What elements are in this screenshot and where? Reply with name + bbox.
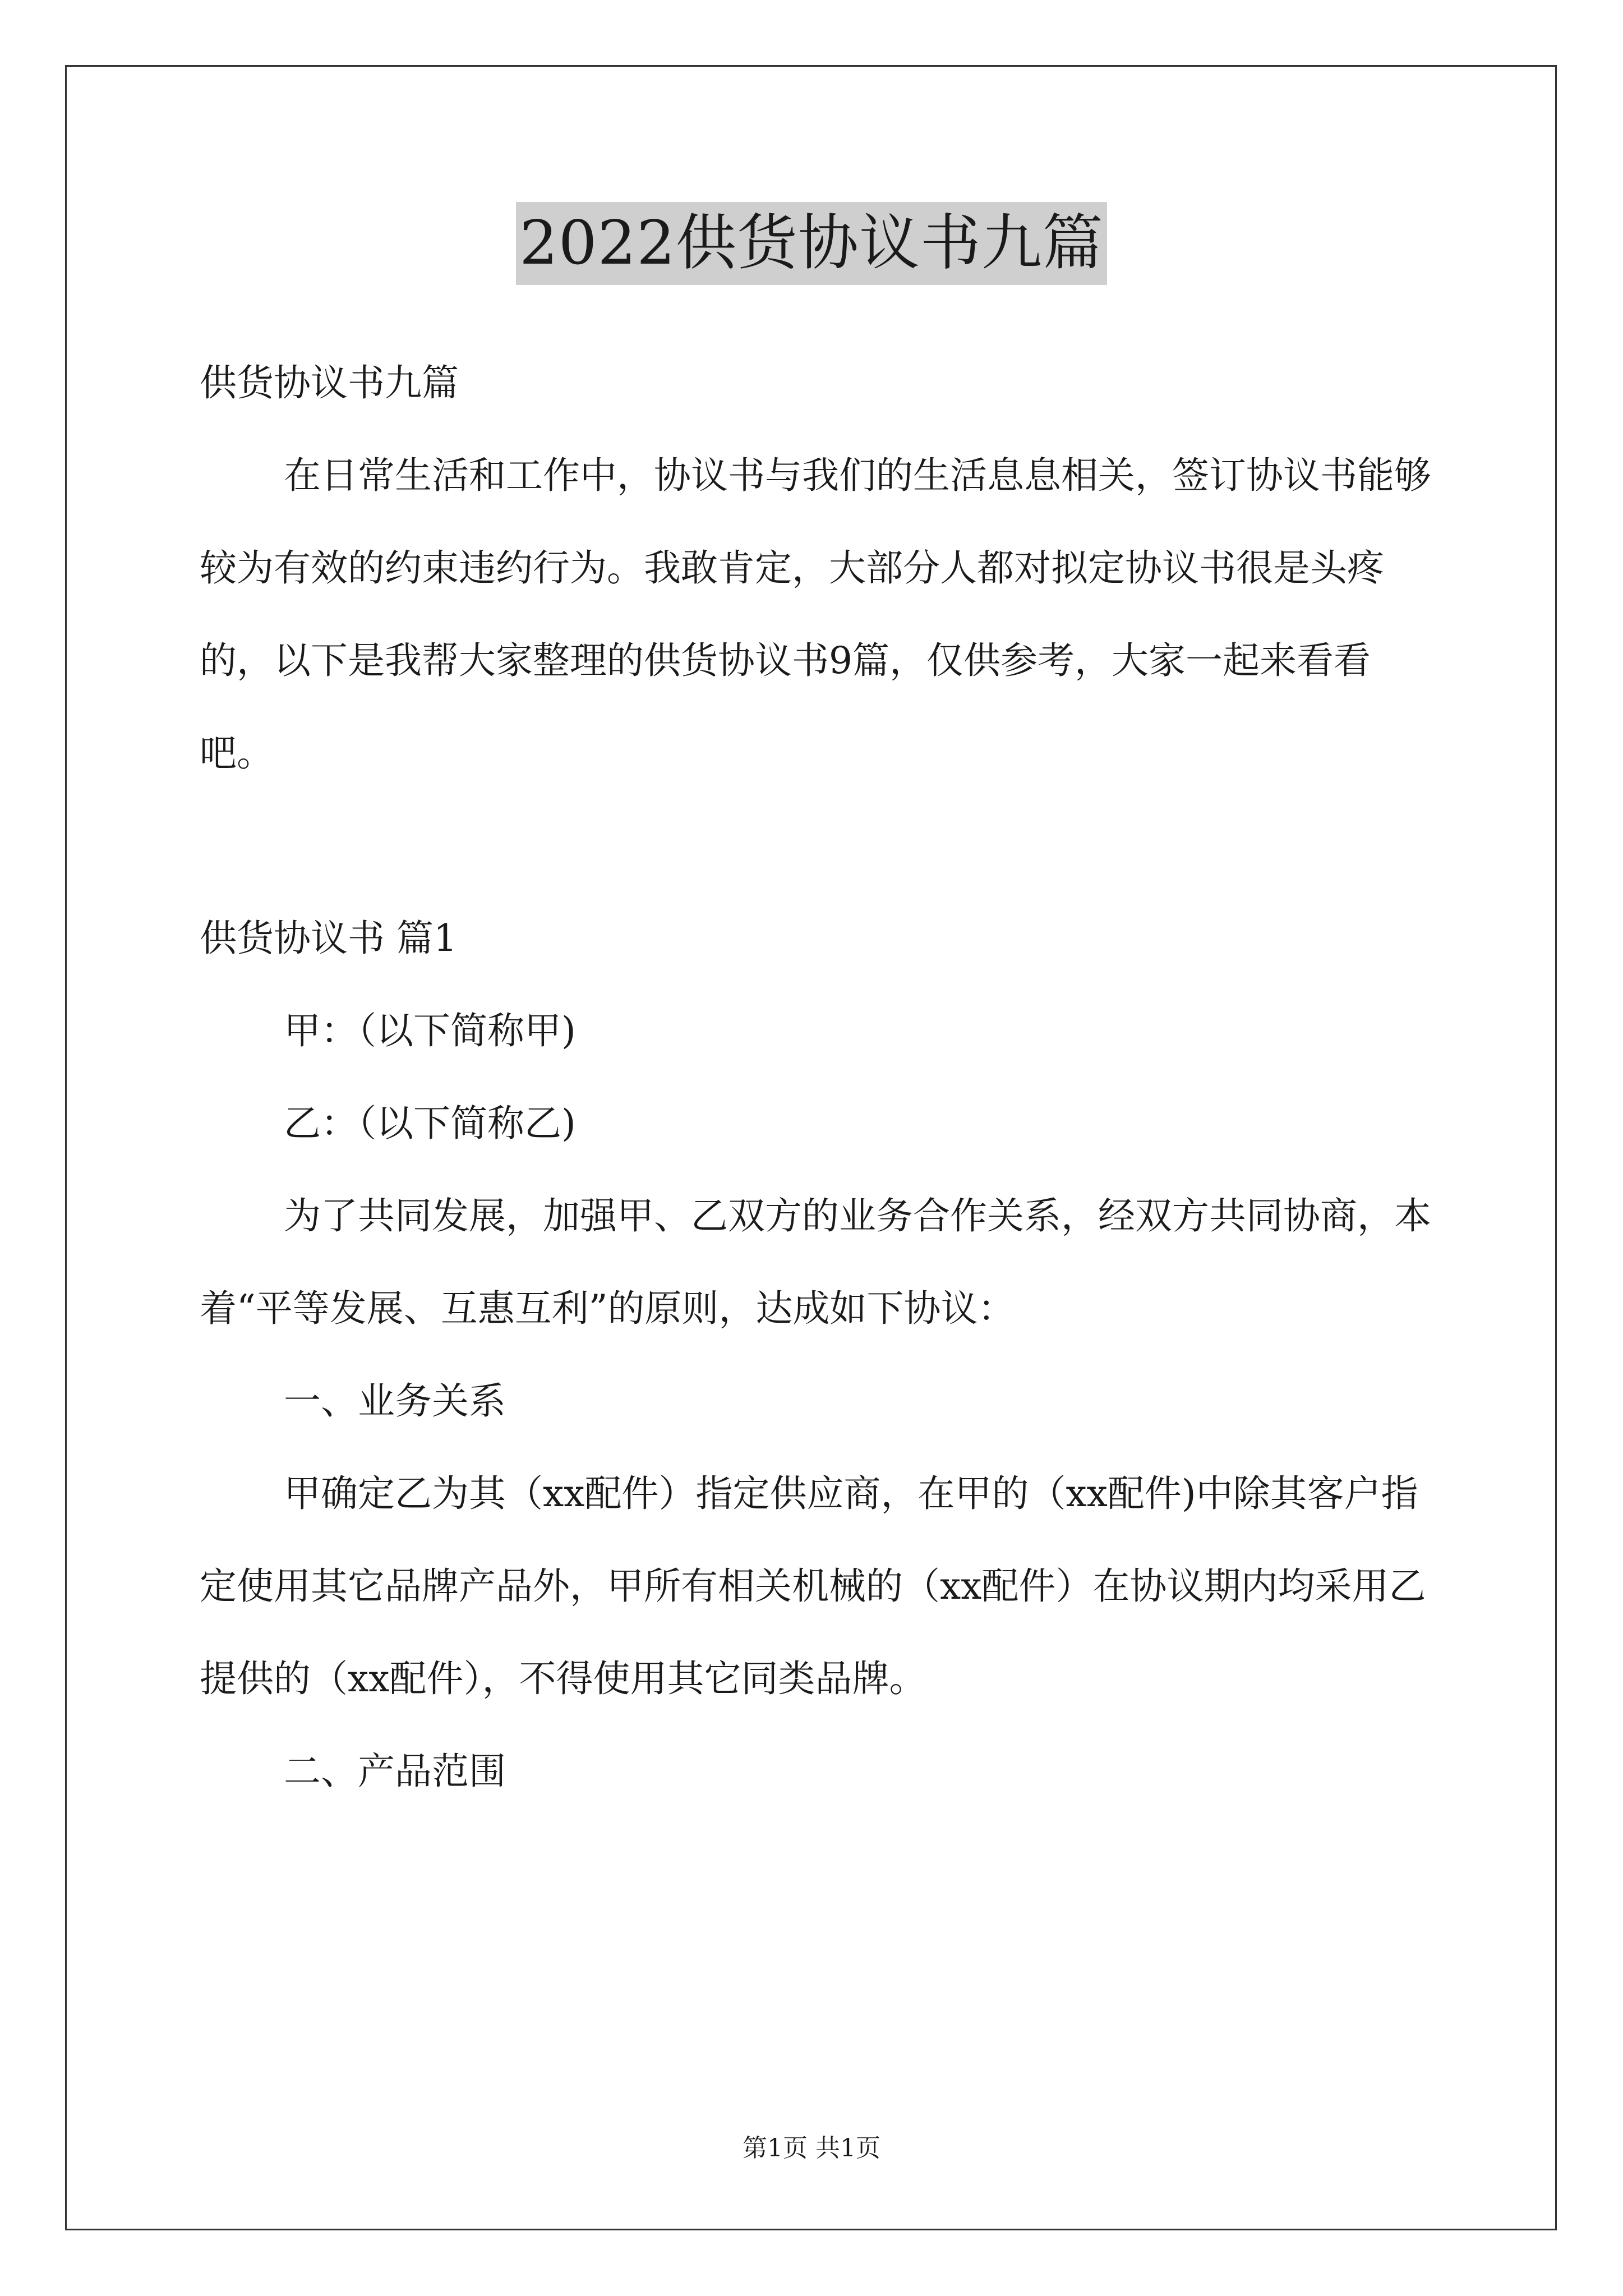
clause-1-heading: 一、业务关系 xyxy=(284,1379,506,1423)
intro-paragraph: 在日常生活和工作中，协议书与我们的生活息息相关，签订协议书能够较为有效的约束违约行为。我敢肯定，大部分人都对拟定协议书很是头疼的，以下是我帮大家整理的供货协议书9篇，仅供参考，大家一起来看看吧。 xyxy=(200,454,1431,775)
document-subtitle: 供货协议书九篇 xyxy=(200,361,459,404)
purpose-paragraph: 为了共同发展，加强甲、乙双方的业务合作关系，经双方共同协商，本着“平等发展、互惠互利”的原则，达成如下协议： xyxy=(200,1194,1431,1330)
spacer xyxy=(200,799,1433,892)
section-heading: 供货协议书 篇1 xyxy=(200,917,457,960)
document-body xyxy=(200,337,1433,1818)
document-title: 2022供货协议书九篇 xyxy=(516,202,1107,285)
page-footer: 第1页 共1页 xyxy=(743,2134,880,2162)
clause-2-heading: 二、产品范围 xyxy=(284,1750,506,1793)
title-container xyxy=(0,202,1623,285)
party-a-line: 甲：（以下简称甲) xyxy=(284,1009,576,1052)
party-b-line: 乙：（以下简称乙) xyxy=(284,1102,576,1145)
clause-1-text: 甲确定乙为其（xx配件）指定供应商，在甲的（xx配件)中除其客户指定使用其它品牌产品外，甲所有相关机械的（xx配件）在协议期内均采用乙提供的（xx配件），不得使用其它同类品牌。 xyxy=(200,1472,1426,1700)
